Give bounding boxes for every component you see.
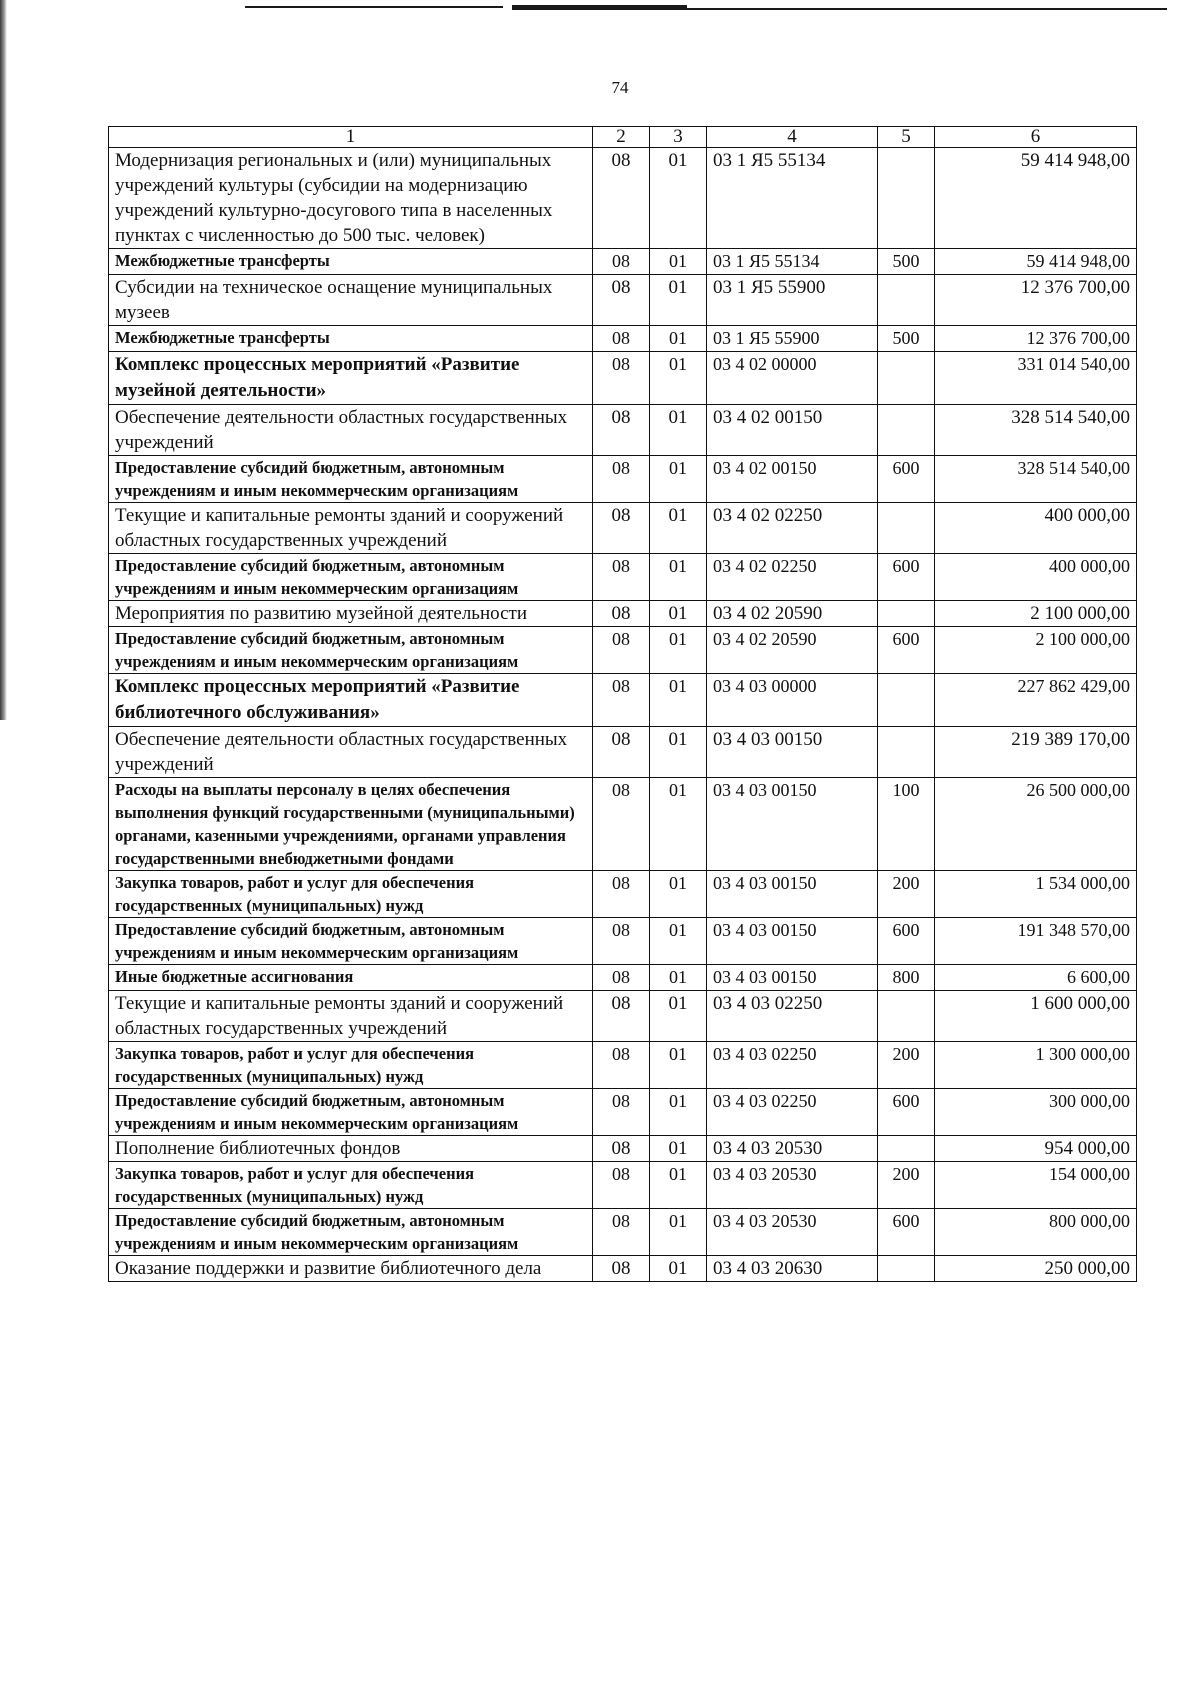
subsection-code: 01 xyxy=(650,627,707,674)
table-row xyxy=(109,991,1137,1042)
expense-name: Закупка товаров, работ и услуг для обеспечения государственных (муниципальных) нужд xyxy=(109,1042,593,1089)
amount: 6 600,00 xyxy=(935,965,1137,991)
subsection-code: 01 xyxy=(650,249,707,275)
table-row xyxy=(109,674,1137,727)
subsection-code: 01 xyxy=(650,326,707,352)
scan-edge xyxy=(0,0,7,720)
expense-name: Закупка товаров, работ и услуг для обеспечения государственных (муниципальных) нужд xyxy=(109,1162,593,1209)
section-code: 08 xyxy=(593,627,650,674)
section-code: 08 xyxy=(593,674,650,727)
expense-name: Предоставление субсидий бюджетным, автономным учреждениям и иным некоммерческим организациям xyxy=(109,918,593,965)
target-article-code: 03 1 Я5 55900 xyxy=(707,326,878,352)
expense-type-code xyxy=(878,275,935,326)
expense-type-code: 600 xyxy=(878,456,935,503)
target-article-code: 03 4 02 20590 xyxy=(707,627,878,674)
target-article-code: 03 4 03 20530 xyxy=(707,1209,878,1256)
section-code: 08 xyxy=(593,965,650,991)
expense-name: Комплекс процессных мероприятий «Развитие библиотечного обслуживания» xyxy=(109,674,593,727)
amount: 12 376 700,00 xyxy=(935,326,1137,352)
table-row xyxy=(109,405,1137,456)
target-article-code: 03 4 03 02250 xyxy=(707,1042,878,1089)
expense-name: Расходы на выплаты персоналу в целях обеспечения выполнения функций государственными (муниципальными) органами, казенными учреждениями, органами управления государственными внебюджетными фондами xyxy=(109,778,593,871)
subsection-code: 01 xyxy=(650,1089,707,1136)
table-row xyxy=(109,1209,1137,1256)
table-row xyxy=(109,778,1137,871)
target-article-code: 03 4 02 00000 xyxy=(707,352,878,405)
section-code: 08 xyxy=(593,1089,650,1136)
subsection-code: 01 xyxy=(650,456,707,503)
table-row xyxy=(109,601,1137,627)
subsection-code: 01 xyxy=(650,554,707,601)
column-header: 6 xyxy=(935,127,1137,148)
amount: 400 000,00 xyxy=(935,503,1137,554)
expense-type-code: 600 xyxy=(878,1089,935,1136)
scan-line xyxy=(245,6,503,8)
table-row xyxy=(109,275,1137,326)
expense-name: Предоставление субсидий бюджетным, автономным учреждениям и иным некоммерческим организациям xyxy=(109,627,593,674)
subsection-code: 01 xyxy=(650,871,707,918)
amount: 2 100 000,00 xyxy=(935,627,1137,674)
table-row xyxy=(109,352,1137,405)
table-row xyxy=(109,871,1137,918)
subsection-code: 01 xyxy=(650,1136,707,1162)
section-code: 08 xyxy=(593,727,650,778)
target-article-code: 03 1 Я5 55134 xyxy=(707,249,878,275)
subsection-code: 01 xyxy=(650,674,707,727)
subsection-code: 01 xyxy=(650,503,707,554)
expense-name: Мероприятия по развитию музейной деятельности xyxy=(109,601,593,627)
target-article-code: 03 4 03 00150 xyxy=(707,727,878,778)
section-code: 08 xyxy=(593,1209,650,1256)
subsection-code: 01 xyxy=(650,918,707,965)
expense-type-code xyxy=(878,601,935,627)
target-article-code: 03 4 03 20530 xyxy=(707,1162,878,1209)
expense-type-code xyxy=(878,1136,935,1162)
expense-name: Предоставление субсидий бюджетным, автономным учреждениям и иным некоммерческим организациям xyxy=(109,554,593,601)
expense-type-code: 200 xyxy=(878,1162,935,1209)
target-article-code: 03 4 02 00150 xyxy=(707,405,878,456)
subsection-code: 01 xyxy=(650,778,707,871)
amount: 191 348 570,00 xyxy=(935,918,1137,965)
expense-type-code: 500 xyxy=(878,249,935,275)
amount: 227 862 429,00 xyxy=(935,674,1137,727)
expense-type-code xyxy=(878,727,935,778)
column-header: 4 xyxy=(707,127,878,148)
target-article-code: 03 4 02 20590 xyxy=(707,601,878,627)
target-article-code: 03 4 03 00150 xyxy=(707,778,878,871)
table-row xyxy=(109,326,1137,352)
target-article-code: 03 4 03 00000 xyxy=(707,674,878,727)
expense-name: Оказание поддержки и развитие библиотечного дела xyxy=(109,1256,593,1282)
table-row xyxy=(109,456,1137,503)
expense-type-code xyxy=(878,148,935,249)
expense-name: Предоставление субсидий бюджетным, автономным учреждениям и иным некоммерческим организациям xyxy=(109,456,593,503)
expense-type-code xyxy=(878,405,935,456)
section-code: 08 xyxy=(593,991,650,1042)
section-code: 08 xyxy=(593,249,650,275)
amount: 1 534 000,00 xyxy=(935,871,1137,918)
target-article-code: 03 4 03 00150 xyxy=(707,871,878,918)
subsection-code: 01 xyxy=(650,965,707,991)
subsection-code: 01 xyxy=(650,405,707,456)
target-article-code: 03 4 03 02250 xyxy=(707,991,878,1042)
target-article-code: 03 4 03 02250 xyxy=(707,1089,878,1136)
amount: 800 000,00 xyxy=(935,1209,1137,1256)
section-code: 08 xyxy=(593,275,650,326)
subsection-code: 01 xyxy=(650,601,707,627)
table-header-row xyxy=(109,127,1137,148)
table-row xyxy=(109,918,1137,965)
expense-type-code: 600 xyxy=(878,918,935,965)
expense-name: Текущие и капитальные ремонты зданий и сооружений областных государственных учреждений xyxy=(109,503,593,554)
table-row xyxy=(109,148,1137,249)
target-article-code: 03 4 02 02250 xyxy=(707,554,878,601)
subsection-code: 01 xyxy=(650,1042,707,1089)
subsection-code: 01 xyxy=(650,275,707,326)
table-row xyxy=(109,965,1137,991)
table-row xyxy=(109,1136,1137,1162)
subsection-code: 01 xyxy=(650,1256,707,1282)
expense-name: Закупка товаров, работ и услуг для обеспечения государственных (муниципальных) нужд xyxy=(109,871,593,918)
section-code: 08 xyxy=(593,405,650,456)
expense-type-code: 600 xyxy=(878,554,935,601)
amount: 219 389 170,00 xyxy=(935,727,1137,778)
section-code: 08 xyxy=(593,1162,650,1209)
column-header: 3 xyxy=(650,127,707,148)
page-number: 74 xyxy=(611,78,629,97)
table-row xyxy=(109,1256,1137,1282)
expense-type-code: 600 xyxy=(878,627,935,674)
amount: 250 000,00 xyxy=(935,1256,1137,1282)
expense-name: Межбюджетные трансферты xyxy=(109,249,593,275)
subsection-code: 01 xyxy=(650,727,707,778)
subsection-code: 01 xyxy=(650,1162,707,1209)
subsection-code: 01 xyxy=(650,1209,707,1256)
amount: 59 414 948,00 xyxy=(935,249,1137,275)
amount: 954 000,00 xyxy=(935,1136,1137,1162)
amount: 59 414 948,00 xyxy=(935,148,1137,249)
section-code: 08 xyxy=(593,918,650,965)
expense-name: Предоставление субсидий бюджетным, автономным учреждениям и иным некоммерческим организациям xyxy=(109,1209,593,1256)
expense-type-code: 200 xyxy=(878,871,935,918)
amount: 400 000,00 xyxy=(935,554,1137,601)
table-row xyxy=(109,727,1137,778)
expense-type-code xyxy=(878,503,935,554)
expense-name: Обеспечение деятельности областных государственных учреждений xyxy=(109,405,593,456)
target-article-code: 03 4 03 20630 xyxy=(707,1256,878,1282)
table-row xyxy=(109,249,1137,275)
column-header: 2 xyxy=(593,127,650,148)
section-code: 08 xyxy=(593,1256,650,1282)
target-article-code: 03 4 03 20530 xyxy=(707,1136,878,1162)
expense-type-code xyxy=(878,1256,935,1282)
column-header: 5 xyxy=(878,127,935,148)
amount: 12 376 700,00 xyxy=(935,275,1137,326)
amount: 331 014 540,00 xyxy=(935,352,1137,405)
expense-name: Комплекс процессных мероприятий «Развитие музейной деятельности» xyxy=(109,352,593,405)
expense-name: Межбюджетные трансферты xyxy=(109,326,593,352)
amount: 2 100 000,00 xyxy=(935,601,1137,627)
section-code: 08 xyxy=(593,778,650,871)
expense-name: Модернизация региональных и (или) муниципальных учреждений культуры (субсидии на модернизацию учреждений культурно-досугового типа в населенных пунктах с численностью до 500 тыс. человек) xyxy=(109,148,593,249)
table-row xyxy=(109,1162,1137,1209)
table-row xyxy=(109,1089,1137,1136)
subsection-code: 01 xyxy=(650,148,707,249)
section-code: 08 xyxy=(593,326,650,352)
expense-type-code xyxy=(878,352,935,405)
target-article-code: 03 4 02 00150 xyxy=(707,456,878,503)
section-code: 08 xyxy=(593,1042,650,1089)
expense-type-code: 100 xyxy=(878,778,935,871)
scan-line xyxy=(687,8,1167,10)
expense-name: Обеспечение деятельности областных государственных учреждений xyxy=(109,727,593,778)
amount: 328 514 540,00 xyxy=(935,405,1137,456)
amount: 328 514 540,00 xyxy=(935,456,1137,503)
expense-name: Пополнение библиотечных фондов xyxy=(109,1136,593,1162)
expense-type-code xyxy=(878,991,935,1042)
table-row xyxy=(109,554,1137,601)
table-row xyxy=(109,1042,1137,1089)
amount: 300 000,00 xyxy=(935,1089,1137,1136)
subsection-code: 01 xyxy=(650,352,707,405)
expense-type-code xyxy=(878,674,935,727)
expense-name: Иные бюджетные ассигнования xyxy=(109,965,593,991)
amount: 26 500 000,00 xyxy=(935,778,1137,871)
target-article-code: 03 1 Я5 55900 xyxy=(707,275,878,326)
section-code: 08 xyxy=(593,601,650,627)
section-code: 08 xyxy=(593,1136,650,1162)
expense-name: Предоставление субсидий бюджетным, автономным учреждениям и иным некоммерческим организациям xyxy=(109,1089,593,1136)
expense-type-code: 800 xyxy=(878,965,935,991)
expense-type-code: 600 xyxy=(878,1209,935,1256)
target-article-code: 03 4 02 02250 xyxy=(707,503,878,554)
section-code: 08 xyxy=(593,871,650,918)
expense-name: Субсидии на техническое оснащение муниципальных музеев xyxy=(109,275,593,326)
table-row xyxy=(109,627,1137,674)
scan-line xyxy=(512,5,687,10)
subsection-code: 01 xyxy=(650,991,707,1042)
section-code: 08 xyxy=(593,148,650,249)
amount: 1 600 000,00 xyxy=(935,991,1137,1042)
section-code: 08 xyxy=(593,352,650,405)
table-row xyxy=(109,503,1137,554)
section-code: 08 xyxy=(593,456,650,503)
expense-type-code: 200 xyxy=(878,1042,935,1089)
section-code: 08 xyxy=(593,554,650,601)
target-article-code: 03 1 Я5 55134 xyxy=(707,148,878,249)
expense-type-code: 500 xyxy=(878,326,935,352)
amount: 1 300 000,00 xyxy=(935,1042,1137,1089)
target-article-code: 03 4 03 00150 xyxy=(707,965,878,991)
section-code: 08 xyxy=(593,503,650,554)
target-article-code: 03 4 03 00150 xyxy=(707,918,878,965)
amount: 154 000,00 xyxy=(935,1162,1137,1209)
column-header: 1 xyxy=(109,127,593,148)
budget-table xyxy=(108,126,1137,1282)
expense-name: Текущие и капитальные ремонты зданий и сооружений областных государственных учреждений xyxy=(109,991,593,1042)
